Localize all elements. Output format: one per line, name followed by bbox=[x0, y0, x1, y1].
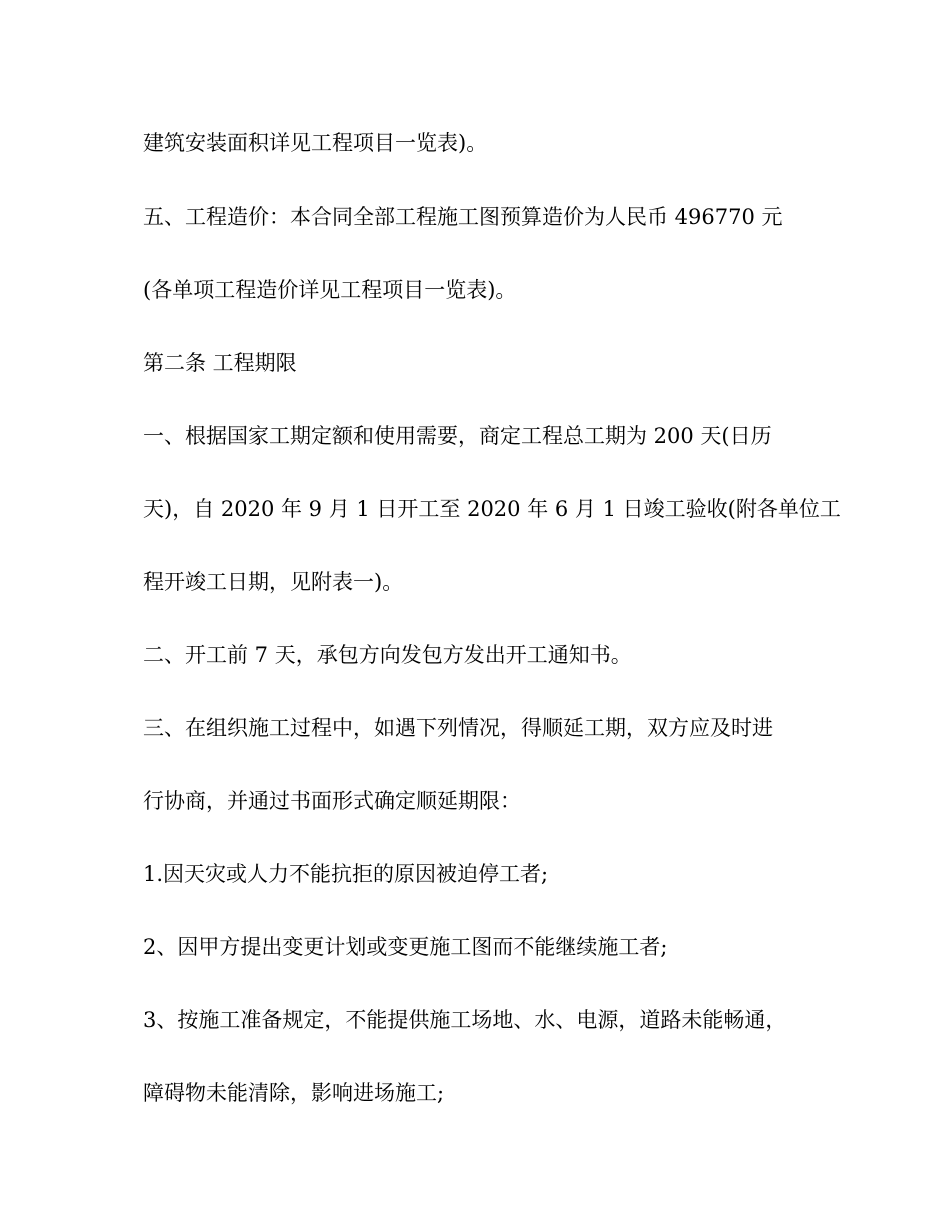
list-item: 1.因天灾或人力不能抗拒的原因被迫停工者; bbox=[143, 862, 549, 886]
text-line: 三、在组织施工过程中，如遇下列情况，得顺延工期，双方应及时进 bbox=[143, 716, 773, 740]
text-line: 程开竣工日期，见附表一)。 bbox=[143, 570, 404, 594]
text-line: 天)，自 2020 年 9 月 1 日开工至 2020 年 6 月 1 日竣工验收(附各单位工 bbox=[143, 497, 841, 521]
text-line: 五、工程造价：本合同全部工程施工图预算造价为人民币 496770 元 bbox=[143, 205, 783, 229]
section-heading: 第二条 工程期限 bbox=[143, 351, 297, 375]
text-line: 建筑安装面积详见工程项目一览表)。 bbox=[143, 131, 488, 155]
text-line: (各单项工程造价详见工程项目一览表)。 bbox=[143, 278, 517, 302]
text-line: 障碍物未能清除，影响进场施工; bbox=[143, 1081, 445, 1105]
text-line: 二、开工前 7 天，承包方向发包方发出开工通知书。 bbox=[143, 643, 632, 667]
list-item: 2、因甲方提出变更计划或变更施工图而不能继续施工者; bbox=[143, 935, 668, 959]
text-line: 一、根据国家工期定额和使用需要，商定工程总工期为 200 天(日历 bbox=[143, 424, 772, 448]
text-line: 行协商，并通过书面形式确定顺延期限： bbox=[143, 789, 521, 813]
list-item: 3、按施工准备规定，不能提供施工场地、水、电源，道路未能畅通， bbox=[143, 1008, 787, 1032]
